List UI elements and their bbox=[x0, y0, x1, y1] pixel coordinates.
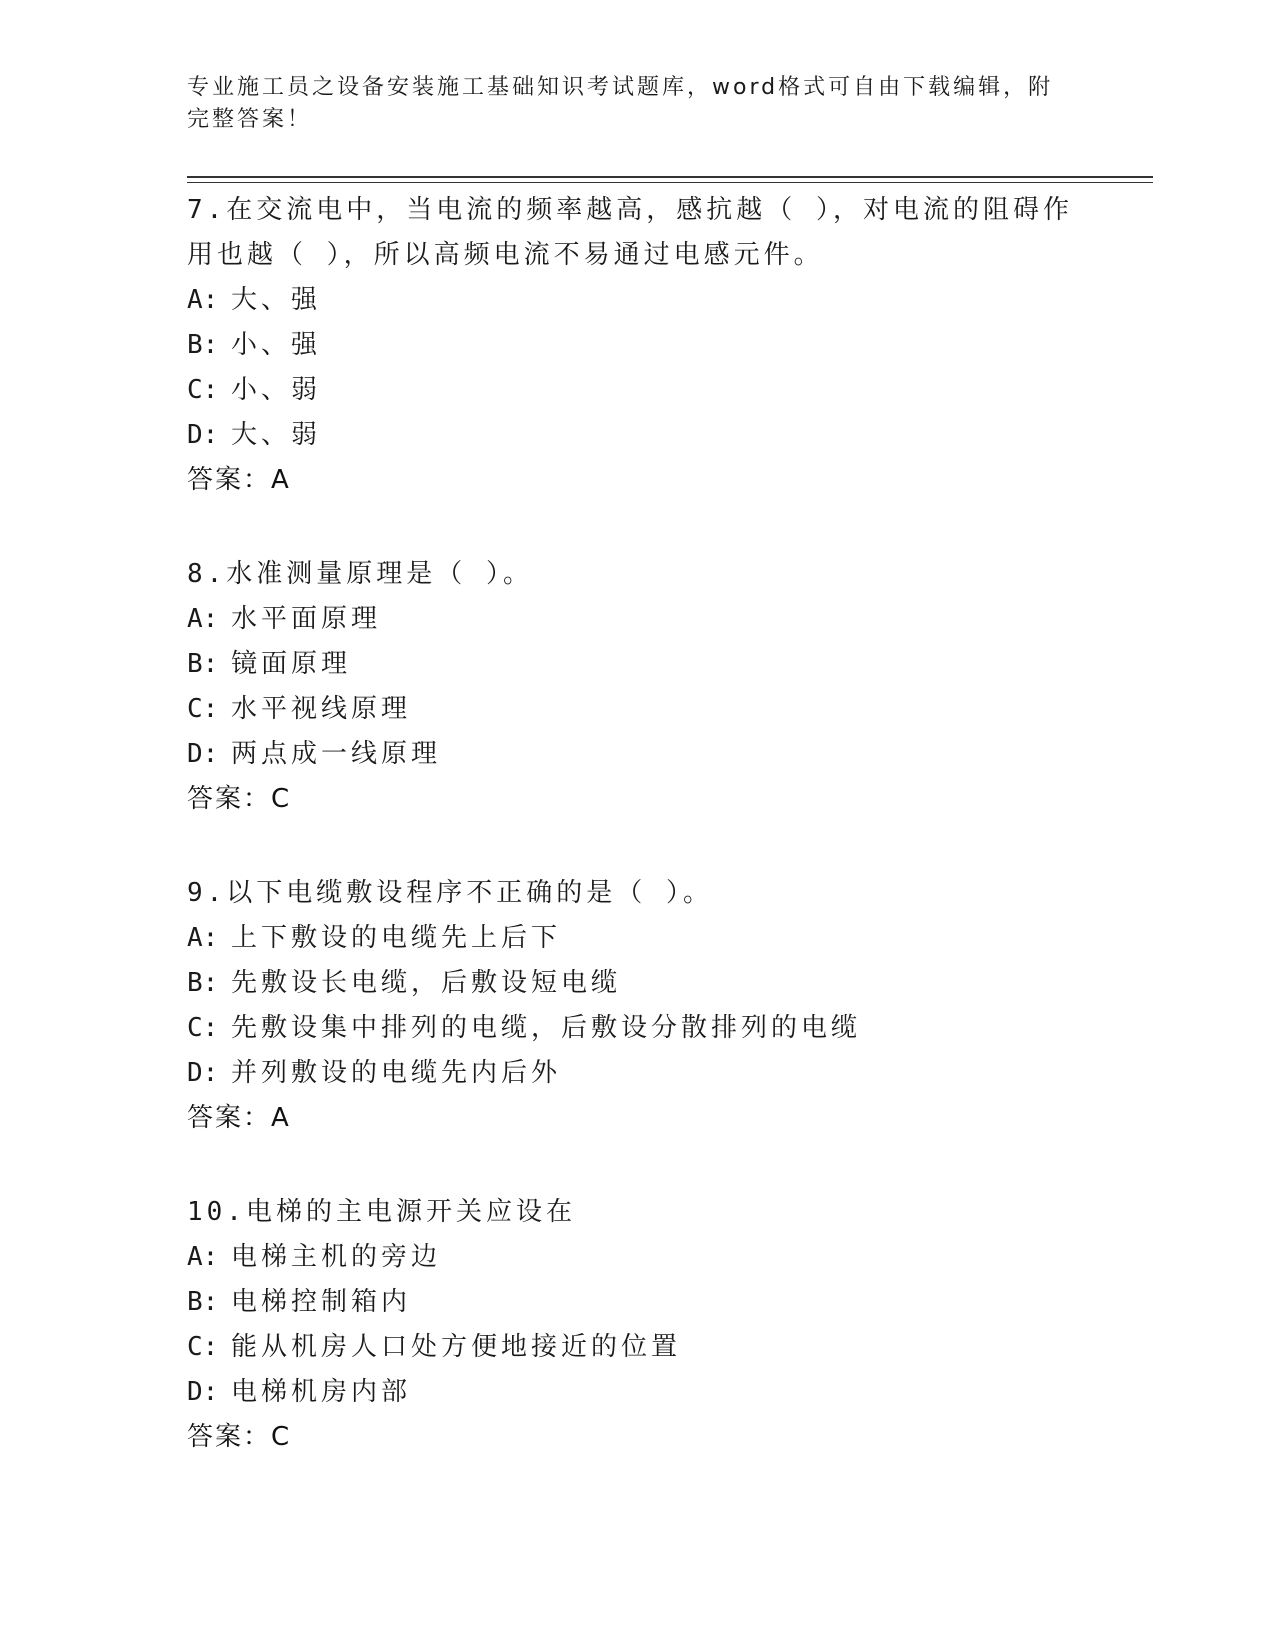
option-text: 电梯机房内部 bbox=[231, 1377, 412, 1407]
option-text: 小、强 bbox=[231, 330, 322, 360]
option-text: 电梯控制箱内 bbox=[231, 1287, 412, 1317]
option-text: 电梯主机的旁边 bbox=[231, 1242, 442, 1272]
option-letter: C: bbox=[187, 694, 219, 724]
option-letter: D: bbox=[187, 1377, 219, 1407]
option-text: 并列敷设的电缆先内后外 bbox=[231, 1058, 562, 1088]
option-c bbox=[187, 1325, 1087, 1370]
question-8 bbox=[187, 552, 1087, 822]
answer: 答案：C bbox=[187, 1422, 292, 1452]
option-text: 水平视线原理 bbox=[231, 694, 412, 724]
answer: 答案：C bbox=[187, 784, 292, 814]
question-stem: 7.在交流电中，当电流的频率越高，感抗越（ ），对电流的阻碍作用也越（ ），所以高频电流不易通过电感元件。 bbox=[187, 195, 1073, 270]
option-letter: B: bbox=[187, 330, 219, 360]
option-text: 上下敷设的电缆先上后下 bbox=[231, 923, 562, 953]
option-text: 镜面原理 bbox=[231, 649, 352, 679]
answer: 答案：A bbox=[187, 1103, 291, 1133]
option-letter: D: bbox=[187, 1058, 219, 1088]
option-text: 大、强 bbox=[231, 285, 322, 315]
option-a bbox=[187, 916, 1087, 961]
question-9 bbox=[187, 871, 1087, 1141]
option-d bbox=[187, 732, 1087, 777]
option-c bbox=[187, 1006, 1087, 1051]
question-stem: 8.水准测量原理是（ ）。 bbox=[187, 559, 533, 589]
option-text: 水平面原理 bbox=[231, 604, 382, 634]
option-letter: B: bbox=[187, 1287, 219, 1317]
question-7 bbox=[187, 188, 1087, 503]
option-d bbox=[187, 1051, 1087, 1096]
option-a bbox=[187, 278, 1087, 323]
option-letter: B: bbox=[187, 649, 219, 679]
option-b bbox=[187, 642, 1087, 687]
option-d bbox=[187, 1370, 1087, 1415]
option-text: 先敷设集中排列的电缆，后敷设分散排列的电缆 bbox=[231, 1013, 862, 1043]
option-letter: C: bbox=[187, 375, 219, 405]
option-a bbox=[187, 597, 1087, 642]
option-letter: C: bbox=[187, 1332, 219, 1362]
question-stem: 10.电梯的主电源开关应设在 bbox=[187, 1197, 576, 1227]
answer: 答案：A bbox=[187, 465, 291, 495]
option-letter: A: bbox=[187, 285, 219, 315]
option-b bbox=[187, 1280, 1087, 1325]
option-b bbox=[187, 961, 1087, 1006]
option-letter: B: bbox=[187, 968, 219, 998]
option-text: 两点成一线原理 bbox=[231, 739, 442, 769]
option-letter: A: bbox=[187, 1242, 219, 1272]
option-letter: C: bbox=[187, 1013, 219, 1043]
header-divider-thick bbox=[187, 176, 1153, 178]
question-10 bbox=[187, 1190, 1087, 1460]
option-c bbox=[187, 687, 1087, 732]
option-text: 大、弱 bbox=[231, 420, 322, 450]
option-letter: A: bbox=[187, 923, 219, 953]
option-d bbox=[187, 413, 1087, 458]
question-stem: 9.以下电缆敷设程序不正确的是（ ）。 bbox=[187, 878, 713, 908]
option-letter: D: bbox=[187, 420, 219, 450]
option-a bbox=[187, 1235, 1087, 1280]
option-text: 先敷设长电缆，后敷设短电缆 bbox=[231, 968, 622, 998]
option-b bbox=[187, 323, 1087, 368]
header-divider-thin bbox=[187, 182, 1153, 183]
option-c bbox=[187, 368, 1087, 413]
option-text: 能从机房人口处方便地接近的位置 bbox=[231, 1332, 682, 1362]
option-text: 小、弱 bbox=[231, 375, 322, 405]
document-header: 专业施工员之设备安装施工基础知识考试题库，word格式可自由下载编辑，附完整答案！ bbox=[187, 75, 1054, 132]
option-letter: D: bbox=[187, 739, 219, 769]
option-letter: A: bbox=[187, 604, 219, 634]
